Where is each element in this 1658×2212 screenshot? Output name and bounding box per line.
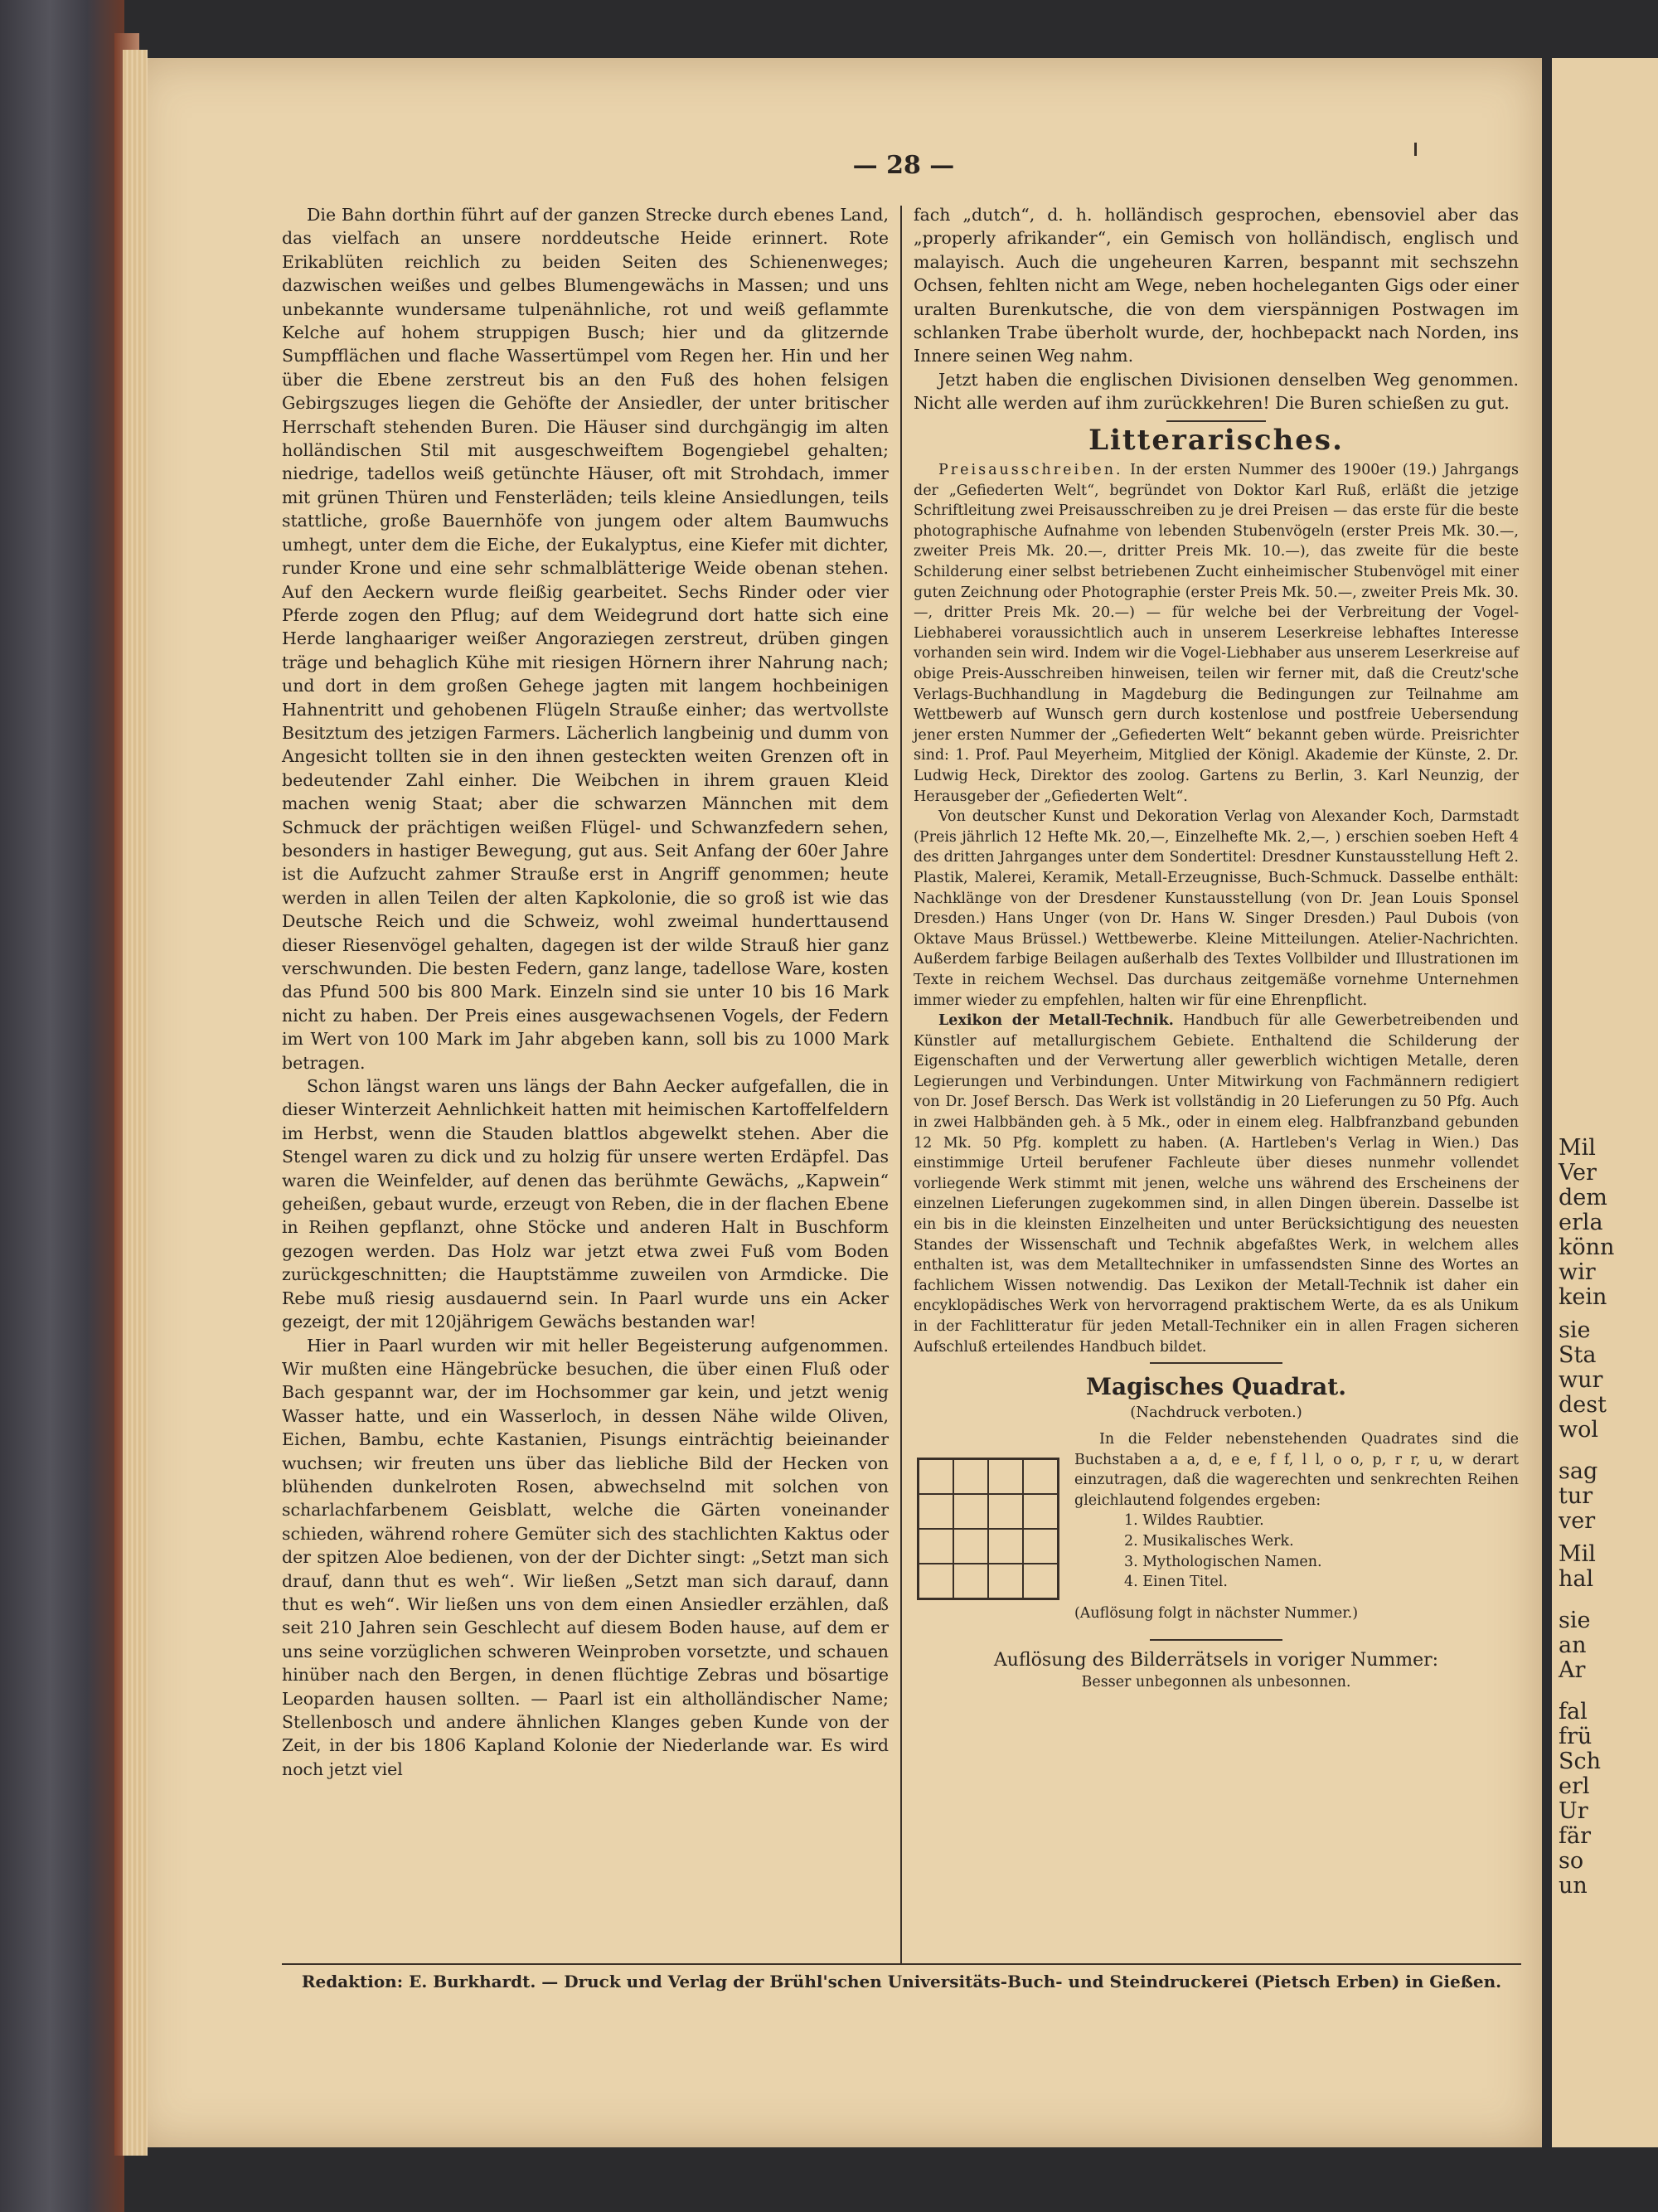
preis-lead: Preisausschreiben. xyxy=(938,462,1123,479)
grid-cell xyxy=(988,1529,1023,1564)
article-lexikon xyxy=(914,1011,1519,1357)
grid-cell xyxy=(988,1494,1023,1529)
quadrat-item: 1. Wildes Raubtier. xyxy=(1124,1512,1264,1530)
grid-cell xyxy=(919,1459,953,1494)
section-rule xyxy=(1166,420,1266,422)
page-number: — 28 — xyxy=(852,151,955,180)
quadrat-text-block xyxy=(1074,1429,1519,1600)
grid-cell xyxy=(1023,1494,1058,1529)
lexikon-lead: Lexikon der Metall-Technik. xyxy=(938,1012,1174,1030)
lexikon-text: Handbuch für alle Gewerbetreibenden und Künstler auf metallurgischem Gebiete. Enthaltend die Schilderung der Eigenschaften und der Verwertung aller gewerblich wichtigen Metalle, deren Legierungen und Verbindungen. Unter Mitwirkung von Fachmännern redigiert von Dr. Josef Bersch. Das Werk ist vollständig in 20 Lieferungen zu 50 Pfg. Auch in zwei Halbbänden geh. à 5 Mk., oder in einem eleg. Halbfranzband gebunden 12 Mk. 50 Pfg. komplett zu haben. (A. Hartleben's Verlag in Wien.) Das einstimmige Urteil berufener Fachleute über dieses nunmehr vollendet vorliegende Werk stimmt mit jenen, welche uns während des Erscheinens der einzelnen Lieferungen zugekommen sind, in allen Dingen überein. Dasselbe ist ein bis in die kleinsten Einzelheiten und unter Berücksichtigung des neuesten Standes der Wissenschaft und Technik abgefaßtes Werk, in welchem alles enthalten ist, was dem Metalltechniker in umfassendsten Sinne des Wortes an fachlichem Wissen notwendig. Das Lexikon der Metall-Technik ist daher ein encyklopädisches Werk von hervorragend praktischem Werte, da es als Unikum in der Fachlitteratur für jeden Metall-Techniker ein in allen Fragen sicheren Aufschluß erteilendes Handbuch bildet. xyxy=(914,1012,1519,1356)
grid-cell xyxy=(1023,1529,1058,1564)
next-page-fragment: Sta xyxy=(1559,1342,1597,1368)
next-page-fragment: an xyxy=(1559,1632,1587,1658)
left-column xyxy=(282,203,889,1781)
paragraph-divisionen: Jetzt haben die englischen Divisionen denselben Weg genommen. Nicht alle werden auf ihm zurückkehren! Die Buren schießen zu gut. xyxy=(914,369,1519,414)
grid-cell xyxy=(953,1529,988,1564)
grid-cell xyxy=(1023,1459,1058,1494)
grid-cell xyxy=(988,1459,1023,1494)
quadrat-text: In die Felder nebenstehenden Quadrates sind die Buchstaben a a, d, e e, f f, l l, o o, p, r r, u, w derart einzutragen, daß die wagerechten und senkrechten Reihen gleichlautend folgendes ergeben: xyxy=(1074,1431,1519,1509)
section-rule-3 xyxy=(1150,1639,1282,1641)
quadrat-solution-note: (Auflösung folgt in nächster Nummer.) xyxy=(1074,1605,1359,1622)
article-preisausschreiben xyxy=(914,460,1519,807)
next-page-fragment: könn xyxy=(1559,1235,1615,1260)
paragraph-bahn: Die Bahn dorthin führt auf der ganzen Strecke durch ebenes Land, das vielfach an unsere norddeutsche Heide erinnert. Rote Erikablüten reichlich zu beiden Seiten des Schienenweges; dazwischen weißes und gelbes Blumengewächs in Massen; und uns unbekannte wundersame tulpenähnliche, rot und weiß geflammte Kelche auf hohem struppigen Busch; hier und da glitzernde Sumpfflächen und flache Wassertümpel vom Regen her. Hin und her über die Ebene zerstreut bis an den Fuß des hohen felsigen Gebirgszuges liegen die Gehöfte der Ansiedler, der unter britischer Herrschaft stehenden Buren. Die Häuser sind durchgängig im alten holländischen Stil mit ausgeschweiftem Bogengiebel gehalten; niedrige, tadellos weiß getünchte Häuser, oft mit Strohdach, immer mit grünen Thüren und Fensterläden; teils kleine Ansiedlungen, teils stattliche, große Bauernhöfe von jungem oder altem Baumwuchs umhegt, unter dem die Eiche, der Eukalyptus, eine Kiefer mit dichter, runder Krone und eine sehr schmalblätterige Weide obenan stehen. Auf den Aeckern wurde fleißig gearbeitet. Sechs Rinder oder vier Pferde zogen den Pflug; auf dem Weidegrund dort hatte sich eine Herde langhaariger weißer Angoraziegen zerstreut, drüben gingen träge und behaglich Kühe mit riesigen Hörnern ihrer Nahrung nach; und dort in dem großen Gehege jagten mit langem hochbeinigen Hahnentritt und gehobenen Flügeln Strauße einher; das wertvollste Besitztum des jetzigen Farmers. Lächerlich langbeinig und dumm von Angesicht tollten sie in den ihnen gesteckten weiten Grenzen oft in bedeutender Zahl einher. Die Weibchen in ihrem grauen Kleid machen wenig Staat; aber die schwarzen Männchen mit dem Schmuck der prächtigen weißen Flügel- und Schwanzfedern sehen, besonders in hastiger Bewegung, gut aus. Seit Anfang der 60er Jahre ist die Aufzucht zahmer Strauße erst in Angriff genommen; heute werden in allen Teilen der alten Kapkolonie, die so groß ist wie das Deutsche Reich und die Schweiz, wohl zweimal hunderttausend dieser Riesenvögel gehalten, dagegen ist der wilde Strauß hier ganz verschwunden. Die besten Federn, ganz lange, tadellose Ware, kosten das Pfund 500 bis 800 Mark. Einzeln sind sie unter 10 bis 16 Mark nicht zu haben. Der Preis eines ausgewachsenen Vogels, der Federn im Wert von 100 Mark im Jahr abgeben kann, soll bis zu 1000 Mark betragen. xyxy=(282,205,889,1073)
grid-cell xyxy=(919,1564,953,1598)
right-column xyxy=(914,203,1519,1693)
next-page-fragment: kein xyxy=(1559,1284,1607,1310)
section-title-litterarisches: Litterarisches. xyxy=(1088,423,1344,457)
magic-square-grid xyxy=(917,1458,1059,1600)
paragraph-dutch: fach „dutch“, d. h. holländisch gesprochen, ebensoviel aber das „properly afrikander“, ein Gemisch von holländisch, englisch und malayisch. Auch die ungeheuren Karren, bespannt mit sechszehn Ochsen, fehlten nicht am Wege, neben hocheleganten Gigs oder einer uralten Burenkutsche, die von dem vierspännigen Postwagen im schlanken Trabe überholt wurde, der, hochbepackt nach Norden, ins Innere seinen Weg nahm. xyxy=(914,205,1519,366)
quadrat-item: 4. Einen Titel. xyxy=(1124,1574,1228,1591)
next-page-fragment: Mil xyxy=(1559,1135,1596,1161)
grid-cell xyxy=(919,1494,953,1529)
next-page-fragment: wur xyxy=(1559,1367,1603,1393)
grid-cell xyxy=(988,1564,1023,1598)
next-page-fragment: sag xyxy=(1559,1458,1598,1484)
footer-rule xyxy=(282,1963,1521,1965)
preis-text: In der ersten Nummer des 1900er (19.) Jahrgangs der „Gefiederten Welt“, begründet von Doktor Karl Ruß, erläßt die jetzige Schriftleitung zwei Preisausschreiben zu je drei Preisen — das erste für die beste photographische Aufnahme von lebenden Stubenvögeln (erster Preis Mk. 30.—, zweiter Preis Mk. 20.—, dritter Preis Mk. 10.—), das zweite für die beste Schilderung einer selbst betriebenen Zucht einheimischer Stubenvögel mit einer guten Zeichnung oder Photographie (erster Preis Mk. 50.—, zweiter Preis Mk. 30.—, dritter Preis Mk. 20.—) — für welche bei der Verbreitung der Vogel-Liebhaberei voraussichtlich auch in unserem Leserkreise lebhaftes Interesse vorhanden sein wird. Indem wir die Vogel-Liebhaber aus unserem Leserkreise auf obige Preis-Ausschreiben hinweisen, teilen wir ferner mit, daß die Creutz'sche Verlags-Buchhandlung in Magdeburg die Bedingungen zur Teilnahme am Wettbewerb auf Wunsch gern durch kostenlose und postfreie Uebersendung jener ersten Nummer der „Gefiederten Welt“ bekannt geben würde. Preisrichter sind: 1. Prof. Paul Meyerheim, Mitglied der Königl. Akademie der Künste, 2. Dr. Ludwig Heck, Direktor des zoolog. Gartens zu Berlin, 3. Karl Neunzig, der Herausgeber der „Gefiederten Welt“. xyxy=(914,462,1519,805)
article-kunst: Von deutscher Kunst und Dekoration Verlag von Alexander Koch, Darmstadt (Preis jährlich 12 Hefte Mk. 20,—, Einzelhefte Mk. 2,—, ) erschien soeben Heft 4 des dritten Jahrganges unter dem Sondertitel: Dresdner Kunstausstellung Heft 2. Plastik, Malerei, Keramik, Metall-Erzeugnisse, Buch-Schmuck. Dasselbe enthält: Nachklänge von der Dresdener Kunstausstellung (von Dr. Jean Louis Sponsel Dresden.) Hans Unger (von Dr. Hans W. Singer Dresden.) Paul Dubois (von Oktave Maus Brüssel.) Wettbewerbe. Kleine Mitteilungen. Atelier-Nachrichten. Außerdem farbige Beilagen außerhalb des Textes Vollbilder und Illustrationen im Texte in reichem Wechsel. Das durchaus zeitgemäße vornehme Unternehmen immer wieder zu empfehlen, halten wir für eine Ehrenpflicht. xyxy=(914,808,1519,1009)
next-page-fragment: fal xyxy=(1559,1699,1588,1724)
paragraph-weinfelder: Schon längst waren uns längs der Bahn Aecker aufgefallen, die in dieser Winterzeit Aehnlichkeit hatten mit heimischen Kartoffelfeldern im Herbst, wenn die Stauden blattlos abgewelkt stehen. Aber die Stengel waren zu dick und zu holzig für unsere werten Erdäpfel. Das waren die Weinfelder, auf denen das berühmte Gewächs, „Kapwein“ geheißen, gebaut wurde, erzeugt von Reben, die in der flachen Ebene in Reihen gepflanzt, ohne Stöcke und anderen Halt in Buschform gezogen werden. Das Holz war jetzt etwa zwei Fuß vom Boden zurückgeschnitten; die Hauptstämme zuweilen von Armdicke. Die Rebe muß riesig ausdauernd sein. In Paarl wurde uns ein Acker gezeigt, der mit 120jährigem Gewächs bestanden war! xyxy=(282,1076,889,1332)
next-page-fragment: hal xyxy=(1559,1566,1594,1592)
quadrat-item: 2. Musikalisches Werk. xyxy=(1124,1532,1294,1550)
next-page-fragment: fär xyxy=(1559,1823,1591,1849)
next-page-fragment: sie xyxy=(1559,1317,1591,1343)
next-page-fragment: so xyxy=(1559,1848,1584,1874)
grid-cell xyxy=(953,1564,988,1598)
grid-cell xyxy=(919,1529,953,1564)
quadrat-title: Magisches Quadrat. xyxy=(1086,1373,1346,1401)
page-stack-edge xyxy=(123,50,148,2156)
quadrat-note: (Nachdruck verboten.) xyxy=(1130,1403,1302,1421)
quadrat-item: 3. Mythologischen Namen. xyxy=(1124,1553,1322,1570)
imprint-footer: Redaktion: E. Burkhardt. — Druck und Verlag der Brühl'schen Universitäts-Buch- und Steindruckerei (Pietsch Erben) in Gießen. xyxy=(301,1972,1502,1991)
next-page-fragment: wir xyxy=(1559,1259,1596,1285)
grid-cell xyxy=(953,1494,988,1529)
next-page-fragment: dest xyxy=(1559,1392,1607,1418)
next-page-fragment: wol xyxy=(1559,1417,1599,1443)
next-page-fragment: ver xyxy=(1559,1508,1596,1534)
section-rule-2 xyxy=(1150,1362,1282,1364)
grid-cell xyxy=(953,1459,988,1494)
next-page-fragment: Mil xyxy=(1559,1541,1596,1567)
next-page-fragment: Ur xyxy=(1559,1798,1588,1824)
quadrat-block xyxy=(914,1429,1519,1600)
next-page-edge xyxy=(1552,58,1658,2147)
next-page-fragment: frü xyxy=(1559,1724,1593,1749)
paragraph-paarl: Hier in Paarl wurden wir mit heller Begeisterung aufgenommen. Wir mußten eine Hängebrücke besuchen, die über einen Fluß oder Bach gespannt war, der im Hochsommer gar kein, und jetzt wenig Wasser hatte, und ein Wasserloch, in dessen Nähe wilde Oliven, Eichen, Bambu, echte Kastanien, Pisungs einträchtig beieinander wuchsen; wir freuten uns über das liebliche Bild der Hecken von blühenden dunkelroten Rosen, abwechselnd mit solchen von scharlachfarbenem Geisblatt, welche die Gärten voneinander schieden, während rohere Gemüter sich des stachlichten Kaktus oder der spitzen Aloe bedienen, von der der Dichter singt: „Setzt man sich drauf, dann thut es weh“. Wir ließen „Setzt man sich darauf, dann thut es weh“. Wir ließen uns von dem einen Ansiedler erzählen, daß seit 210 Jahren sein Geschlecht auf diesem Boden hause, auf dem er uns seine vorzüglichen schweren Weinproben vorsetzte, und schauen hinüber nach den Bergen, in denen flüchtige Zebras und bösartige Leoparden hausen sollten. — Paarl ist ein altholländischer Name; Stellenbosch und andere ähnlichen Klanges geben Kunde von der Zeit, in der bis 1806 Kapland Kolonie der Niederlande war. Es wird noch jetzt viel xyxy=(282,1335,889,1779)
next-page-fragment: erla xyxy=(1559,1210,1603,1235)
next-page-fragment: erl xyxy=(1559,1773,1590,1799)
next-page-fragment: dem xyxy=(1559,1185,1607,1210)
next-page-fragment: sie xyxy=(1559,1608,1591,1633)
grid-cell xyxy=(1023,1564,1058,1598)
next-page-fragment: Ver xyxy=(1559,1160,1597,1186)
next-page-fragment: un xyxy=(1559,1873,1588,1899)
bilderraetsel-answer: Besser unbegonnen als unbesonnen. xyxy=(1081,1674,1351,1691)
book-binding xyxy=(0,0,124,2212)
bilderraetsel-title: Auflösung des Bilderrätsels in voriger Nummer: xyxy=(993,1649,1439,1671)
next-page-fragment: Ar xyxy=(1559,1657,1586,1683)
next-page-fragment: Sch xyxy=(1559,1749,1602,1774)
column-divider xyxy=(900,206,902,1963)
ink-mark xyxy=(1414,143,1417,156)
next-page-fragment: tur xyxy=(1559,1483,1593,1509)
